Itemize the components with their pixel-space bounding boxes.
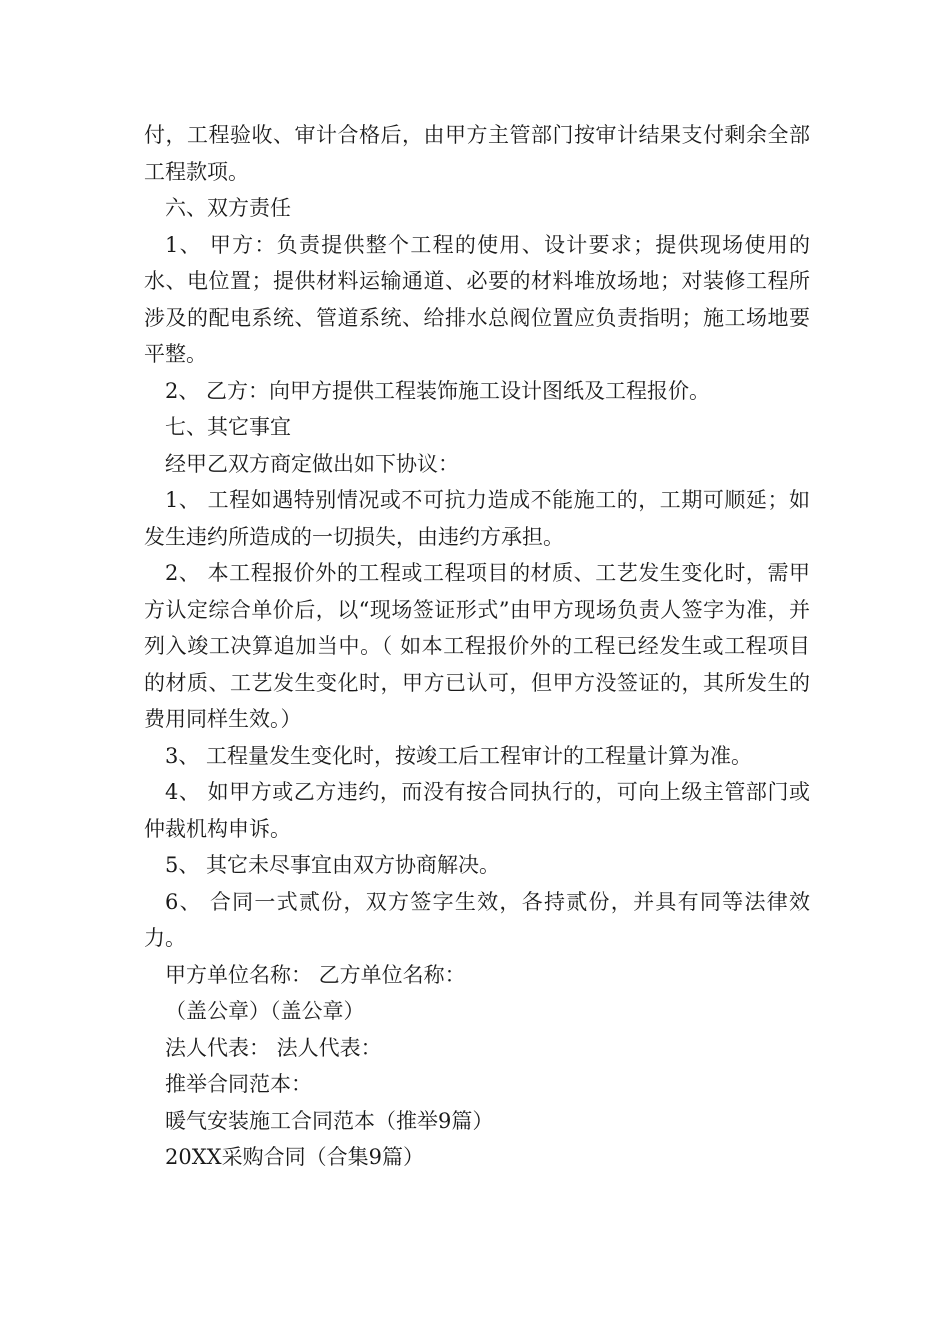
recommended-template-link-2[interactable]: 20XX采购合同（合集9篇） [165, 1145, 424, 1169]
signature-legal-reps: 法人代表： 法人代表： [165, 1035, 382, 1060]
heading-section-7: 七、其它事宜 [165, 415, 291, 439]
paragraph-party-b-duties: 2、 乙方：向甲方提供工程装饰施工设计图纸及工程报价。 [165, 378, 711, 403]
paragraph-party-a-duties: 1、 甲方：负责提供整个工程的使用、设计要求；提供现场使用的水、电位置；提供材料运输通道、必要的材料堆放场地；对装修工程所涉及的配电系统、管道系统、给排水总阀位置应负责指明；施工场地要平整。 [144, 232, 810, 366]
paragraph-agreement-intro: 经甲乙双方商定做出如下协议： [165, 451, 459, 476]
paragraph-clause-4: 4、 如甲方或乙方违约，而没有按合同执行的，可向上级主管部门或仲裁机构申诉。 [144, 780, 810, 841]
recommended-templates-heading: 推举合同范本： [165, 1072, 312, 1096]
paragraph-clause-5: 5、 其它未尽事宜由双方协商解决。 [165, 853, 501, 877]
heading-section-6: 六、双方责任 [165, 196, 291, 220]
signature-seals: （盖公章）（盖公章） [165, 999, 365, 1023]
paragraph-clause-1: 1、 工程如遇特别情况或不可抗力造成不能施工的，工期可顺延；如发生违约所造成的一切损失，由违约方承担。 [144, 488, 810, 549]
paragraph-clause-2: 2、 本工程报价外的工程或工程项目的材质、工艺发生变化时，需甲方认定综合单价后，以“现场签证形式”由甲方现场负责人签字为准，并列入竣工决算追加当中。（ 如本工程报价外的工程已经发生或工程项目的材质、工艺发生变化时，甲方已认可，但甲方没签证的，其所发生的费用同样生效。） [144, 561, 810, 731]
paragraph-payment-terms: 付，工程验收、审计合格后，由甲方主管部门按审计结果支付剩余全部工程款项。 [144, 123, 810, 184]
paragraph-clause-3: 3、 工程量发生变化时，按竣工后工程审计的工程量计算为准。 [165, 743, 753, 768]
recommended-template-link-1[interactable]: 暖气安装施工合同范本（推举9篇） [165, 1108, 494, 1133]
paragraph-clause-6: 6、 合同一式贰份，双方签字生效，各持贰份，并具有同等法律效力。 [144, 889, 810, 950]
signature-unit-names: 甲方单位名称： 乙方单位名称： [165, 962, 466, 987]
document-body [144, 117, 810, 1176]
